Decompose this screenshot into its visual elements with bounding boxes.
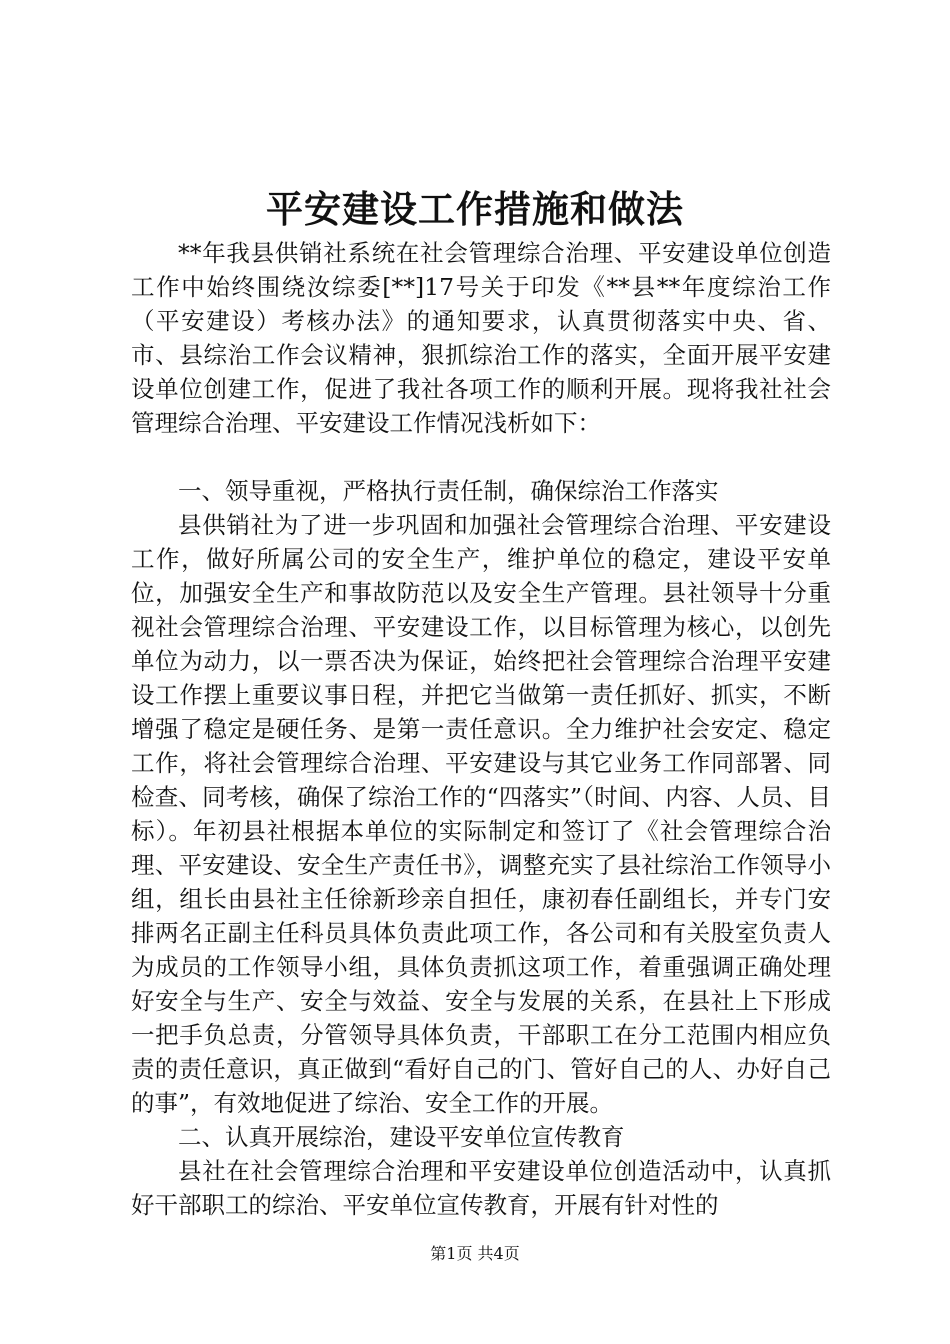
section-heading-2: 二、认真开展综治，建设平安单位宣传教育 xyxy=(178,1123,625,1151)
document-title: 平安建设工作措施和做法 xyxy=(266,187,684,231)
intro-paragraph: **年我县供销社系统在社会管理综合治理、平安建设单位创造工作中始终围绕汝综委[**]17号关于印发《**县**年度综治工作（平安建设）考核办法》的通知要求，认真贯彻落实中央、省、市、县综治工作会议精神，狠抓综治工作的落实，全面开展平安建设单位创建工作，促进了我社各项工作的顺利开展。现将我社社会管理综合治理、平安建设工作情况浅析如下： xyxy=(131,239,831,437)
page-footer: 第1页 共4页 xyxy=(430,1244,520,1263)
paragraph-gap xyxy=(131,440,831,474)
section-heading-1: 一、领导重视，严格执行责任制，确保综治工作落实 xyxy=(178,477,719,505)
document-body xyxy=(131,236,831,1222)
section-1-paragraph: 县供销社为了进一步巩固和加强社会管理综合治理、平安建设工作，做好所属公司的安全生产，维护单位的稳定，建设平安单位，加强安全生产和事故防范以及安全生产管理。县社领导十分重视社会管理综合治理、平安建设工作，以目标管理为核心，以创先单位为动力，以一票否决为保证，始终把社会管理综合治理平安建设工作摆上重要议事日程，并把它当做第一责任抓好、抓实，不断增强了稳定是硬任务、是第一责任意识。全力维护社会安定、稳定工作，将社会管理综合治理、平安建设与其它业务工作同部署、同检查、同考核，确保了综治工作的“四落实”（时间、内容、人员、目标）。年初县社根据本单位的实际制定和签订了《社会管理综合治理、平安建设、安全生产责任书》，调整充实了县社综治工作领导小组，组长由县社主任徐新珍亲自担任，康初春任副组长，并专门安排两名正副主任科员具体负责此项工作，各公司和有关股室负责人为成员的工作领导小组，具体负责抓这项工作，着重强调正确处理好安全与生产、安全与效益、安全与发展的关系，在县社上下形成一把手负总责，分管领导具体负责，干部职工在分工范围内相应负责的责任意识，真正做到“看好自己的门、管好自己的人、办好自己的事”，有效地促进了综治、安全工作的开展。 xyxy=(131,511,831,1117)
section-2-paragraph: 县社在社会管理综合治理和平安建设单位创造活动中，认真抓好干部职工的综治、平安单位宣传教育，开展有针对性的 xyxy=(131,1157,831,1219)
